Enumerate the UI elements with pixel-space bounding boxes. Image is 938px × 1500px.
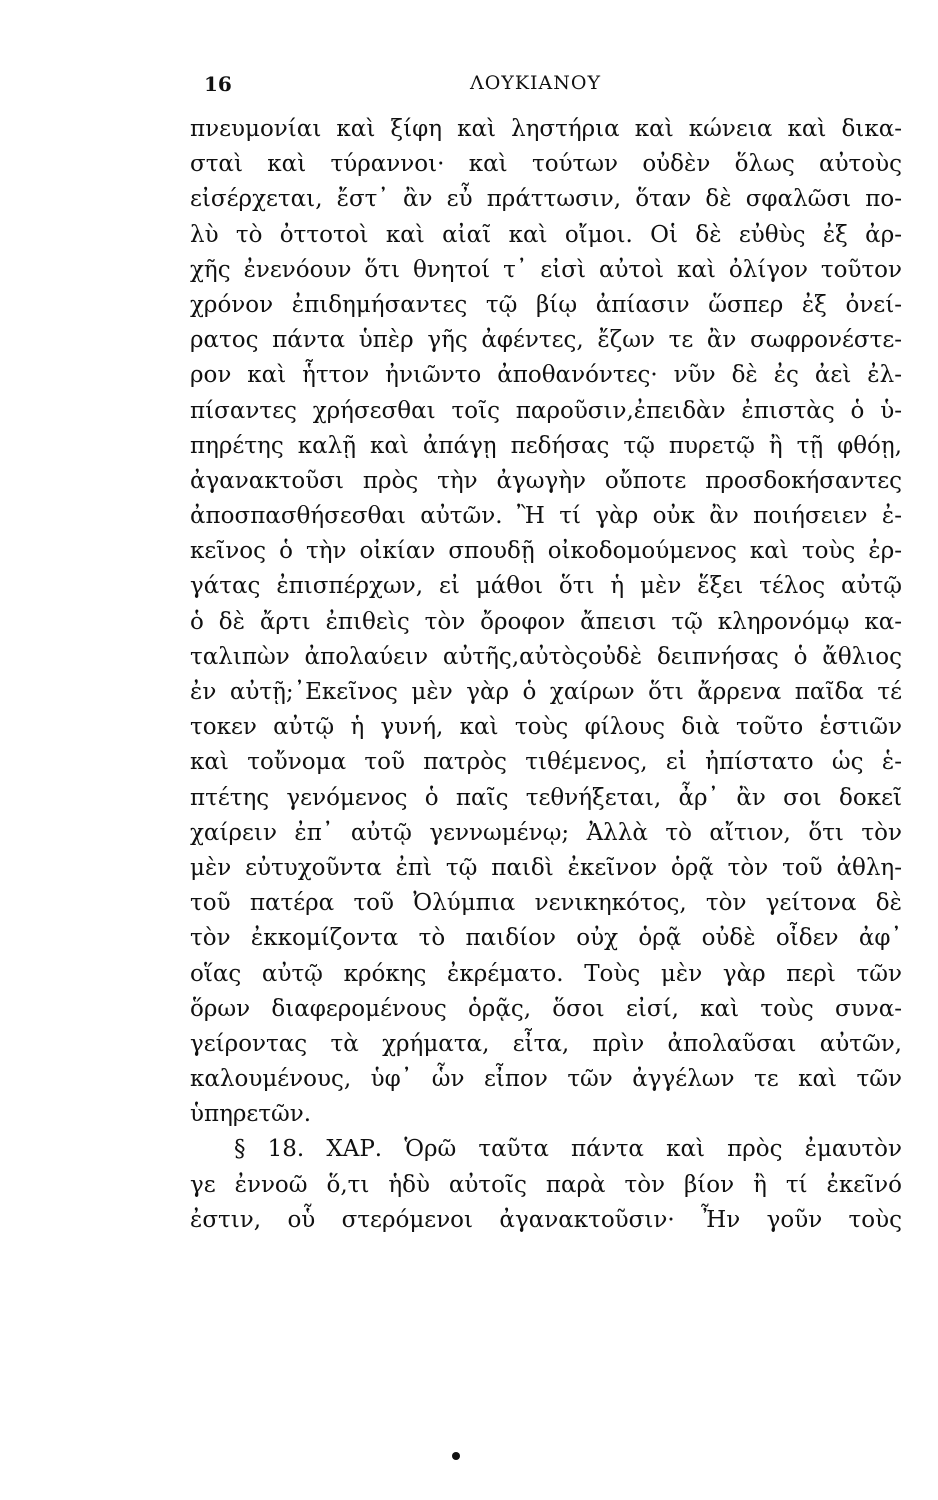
paragraph-end-line: ὑπηρετῶν. — [190, 1101, 312, 1128]
body-text — [190, 112, 902, 1238]
text-line: πίσαντες χρήσεσθαι τοῖς παροῦσιν,ἐπειδὰν ἐπιστὰς ὁ ὑ- — [190, 397, 902, 424]
page-number: 16 — [204, 72, 232, 96]
text-line: καὶ τοὔνομα τοῦ πατρὸς τιθέμενος, εἰ ἠπίστατο ὡς ἑ- — [190, 749, 902, 776]
text-line: ταλιπὼν ἀπολαύειν αὐτῆς,αὐτὸςοὐδὲ δειπνήσας ὁ ἄθλιος — [190, 643, 902, 670]
text-line: τὸν ἐκκομίζοντα τὸ παιδίον οὐχ ὁρᾷ οὐδὲ οἶδεν ἀφ᾽ — [190, 925, 902, 952]
section-start-line: § 18. ΧΑΡ. Ὁρῶ ταῦτα πάντα καὶ πρὸς ἐμαυτὸν — [234, 1136, 902, 1163]
text-line: τοῦ πατέρα τοῦ Ὀλύμπια νενικηκότος, τὸν γείτονα δὲ — [190, 890, 902, 917]
printer-mark-dot — [452, 1452, 460, 1460]
text-line: τοκεν αὐτῷ ἡ γυνή, καὶ τοὺς φίλους διὰ τοῦτο ἑστιῶν — [190, 714, 902, 741]
text-line: χαίρειν ἐπ᾽ αὐτῷ γεννωμένῳ; Ἀλλὰ τὸ αἴτιον, ὅτι τὸν — [190, 819, 902, 846]
text-line: ὁ δὲ ἄρτι ἐπιθεὶς τὸν ὄροφον ἄπεισι τῷ κληρονόμῳ κα- — [190, 608, 902, 635]
text-line: γάτας ἐπισπέρχων, εἰ μάθοι ὅτι ἡ μὲν ἕξει τέλος αὐτῷ — [190, 573, 902, 600]
text-line: σταὶ καὶ τύραννοι· καὶ τούτων οὐδὲν ὅλως αὐτοὺς — [190, 151, 902, 178]
text-line: πνευμονίαι καὶ ξίφη καὶ ληστήρια καὶ κώνεια καὶ δικα- — [190, 116, 902, 142]
text-line: ρον καὶ ἧττον ἠνιῶντο ἀποθανόντες· νῦν δὲ ἐς ἀεὶ ἐλ- — [190, 362, 902, 389]
text-line: πηρέτης καλῇ καὶ ἀπάγῃ πεδήσας τῷ πυρετῷ ἢ τῇ φθόῃ, — [190, 432, 902, 459]
text-line: χῆς ἐνενόουν ὅτι θνητοί τ᾽ εἰσὶ αὐτοὶ καὶ ὀλίγον τοῦτον — [190, 256, 902, 283]
text-line: χρόνον ἐπιδημήσαντες τῷ βίῳ ἀπίασιν ὥσπερ ἐξ ὀνεί- — [190, 291, 902, 318]
text-line: μὲν εὐτυχοῦντα ἐπὶ τῷ παιδὶ ἐκεῖνον ὁρᾷ τὸν τοῦ ἀθλη- — [190, 854, 902, 881]
text-line: οἵας αὐτῷ κρόκης ἐκρέματο. Τοὺς μὲν γὰρ περὶ τῶν — [190, 960, 902, 987]
text-line: καλουμένους, ὑφ᾽ ὧν εἶπον τῶν ἀγγέλων τε καὶ τῶν — [190, 1066, 902, 1093]
text-line: γε ἐννοῶ ὅ,τι ἡδὺ αὐτοῖς παρὰ τὸν βίον ἢ τί ἐκεῖνό — [190, 1171, 902, 1198]
text-line: πτέτης γενόμενος ὁ παῖς τεθνήξεται, ἆρ᾽ ἂν σοι δοκεῖ — [190, 784, 902, 811]
text-line: ἀποσπασθήσεσθαι αὐτῶν. Ἢ τί γὰρ οὐκ ἂν ποιήσειεν ἐ- — [190, 503, 902, 530]
running-title: ΛΟΥΚΙΑΝΟΥ — [470, 72, 602, 94]
text-line: γείροντας τὰ χρήματα, εἶτα, πρὶν ἀπολαῦσαι αὐτῶν, — [190, 1030, 902, 1057]
text-line: ὅρων διαφερομένους ὁρᾷς, ὅσοι εἰσί, καὶ τοὺς συνα- — [190, 995, 902, 1022]
running-header — [0, 72, 938, 108]
text-line: ρατος πάντα ὑπὲρ γῆς ἀφέντες, ἔζων τε ἂν σωφρονέστε- — [190, 327, 902, 354]
text-line: ἐν αὐτῇ;᾽Εκεῖνος μὲν γὰρ ὁ χαίρων ὅτι ἄρρενα παῖδα τέ — [190, 679, 902, 705]
text-line: ἀγανακτοῦσι πρὸς τὴν ἀγωγὴν οὔποτε προσδοκήσαντες — [190, 467, 902, 494]
text-line: ἐστιν, οὗ στερόμενοι ἀγανακτοῦσιν· Ἦν γοῦν τοὺς — [190, 1206, 902, 1233]
text-line: λὺ τὸ ὀττοτοὶ καὶ αἰαῖ καὶ οἴμοι. Οἱ δὲ εὐθὺς ἐξ ἀρ- — [190, 221, 902, 248]
text-line: εἰσέρχεται, ἔστ᾽ ἂν εὖ πράττωσιν, ὅταν δὲ σφαλῶσι πο- — [190, 186, 902, 213]
text-line: κεῖνος ὁ τὴν οἰκίαν σπουδῇ οἰκοδομούμενος καὶ τοὺς ἐρ- — [190, 538, 902, 565]
